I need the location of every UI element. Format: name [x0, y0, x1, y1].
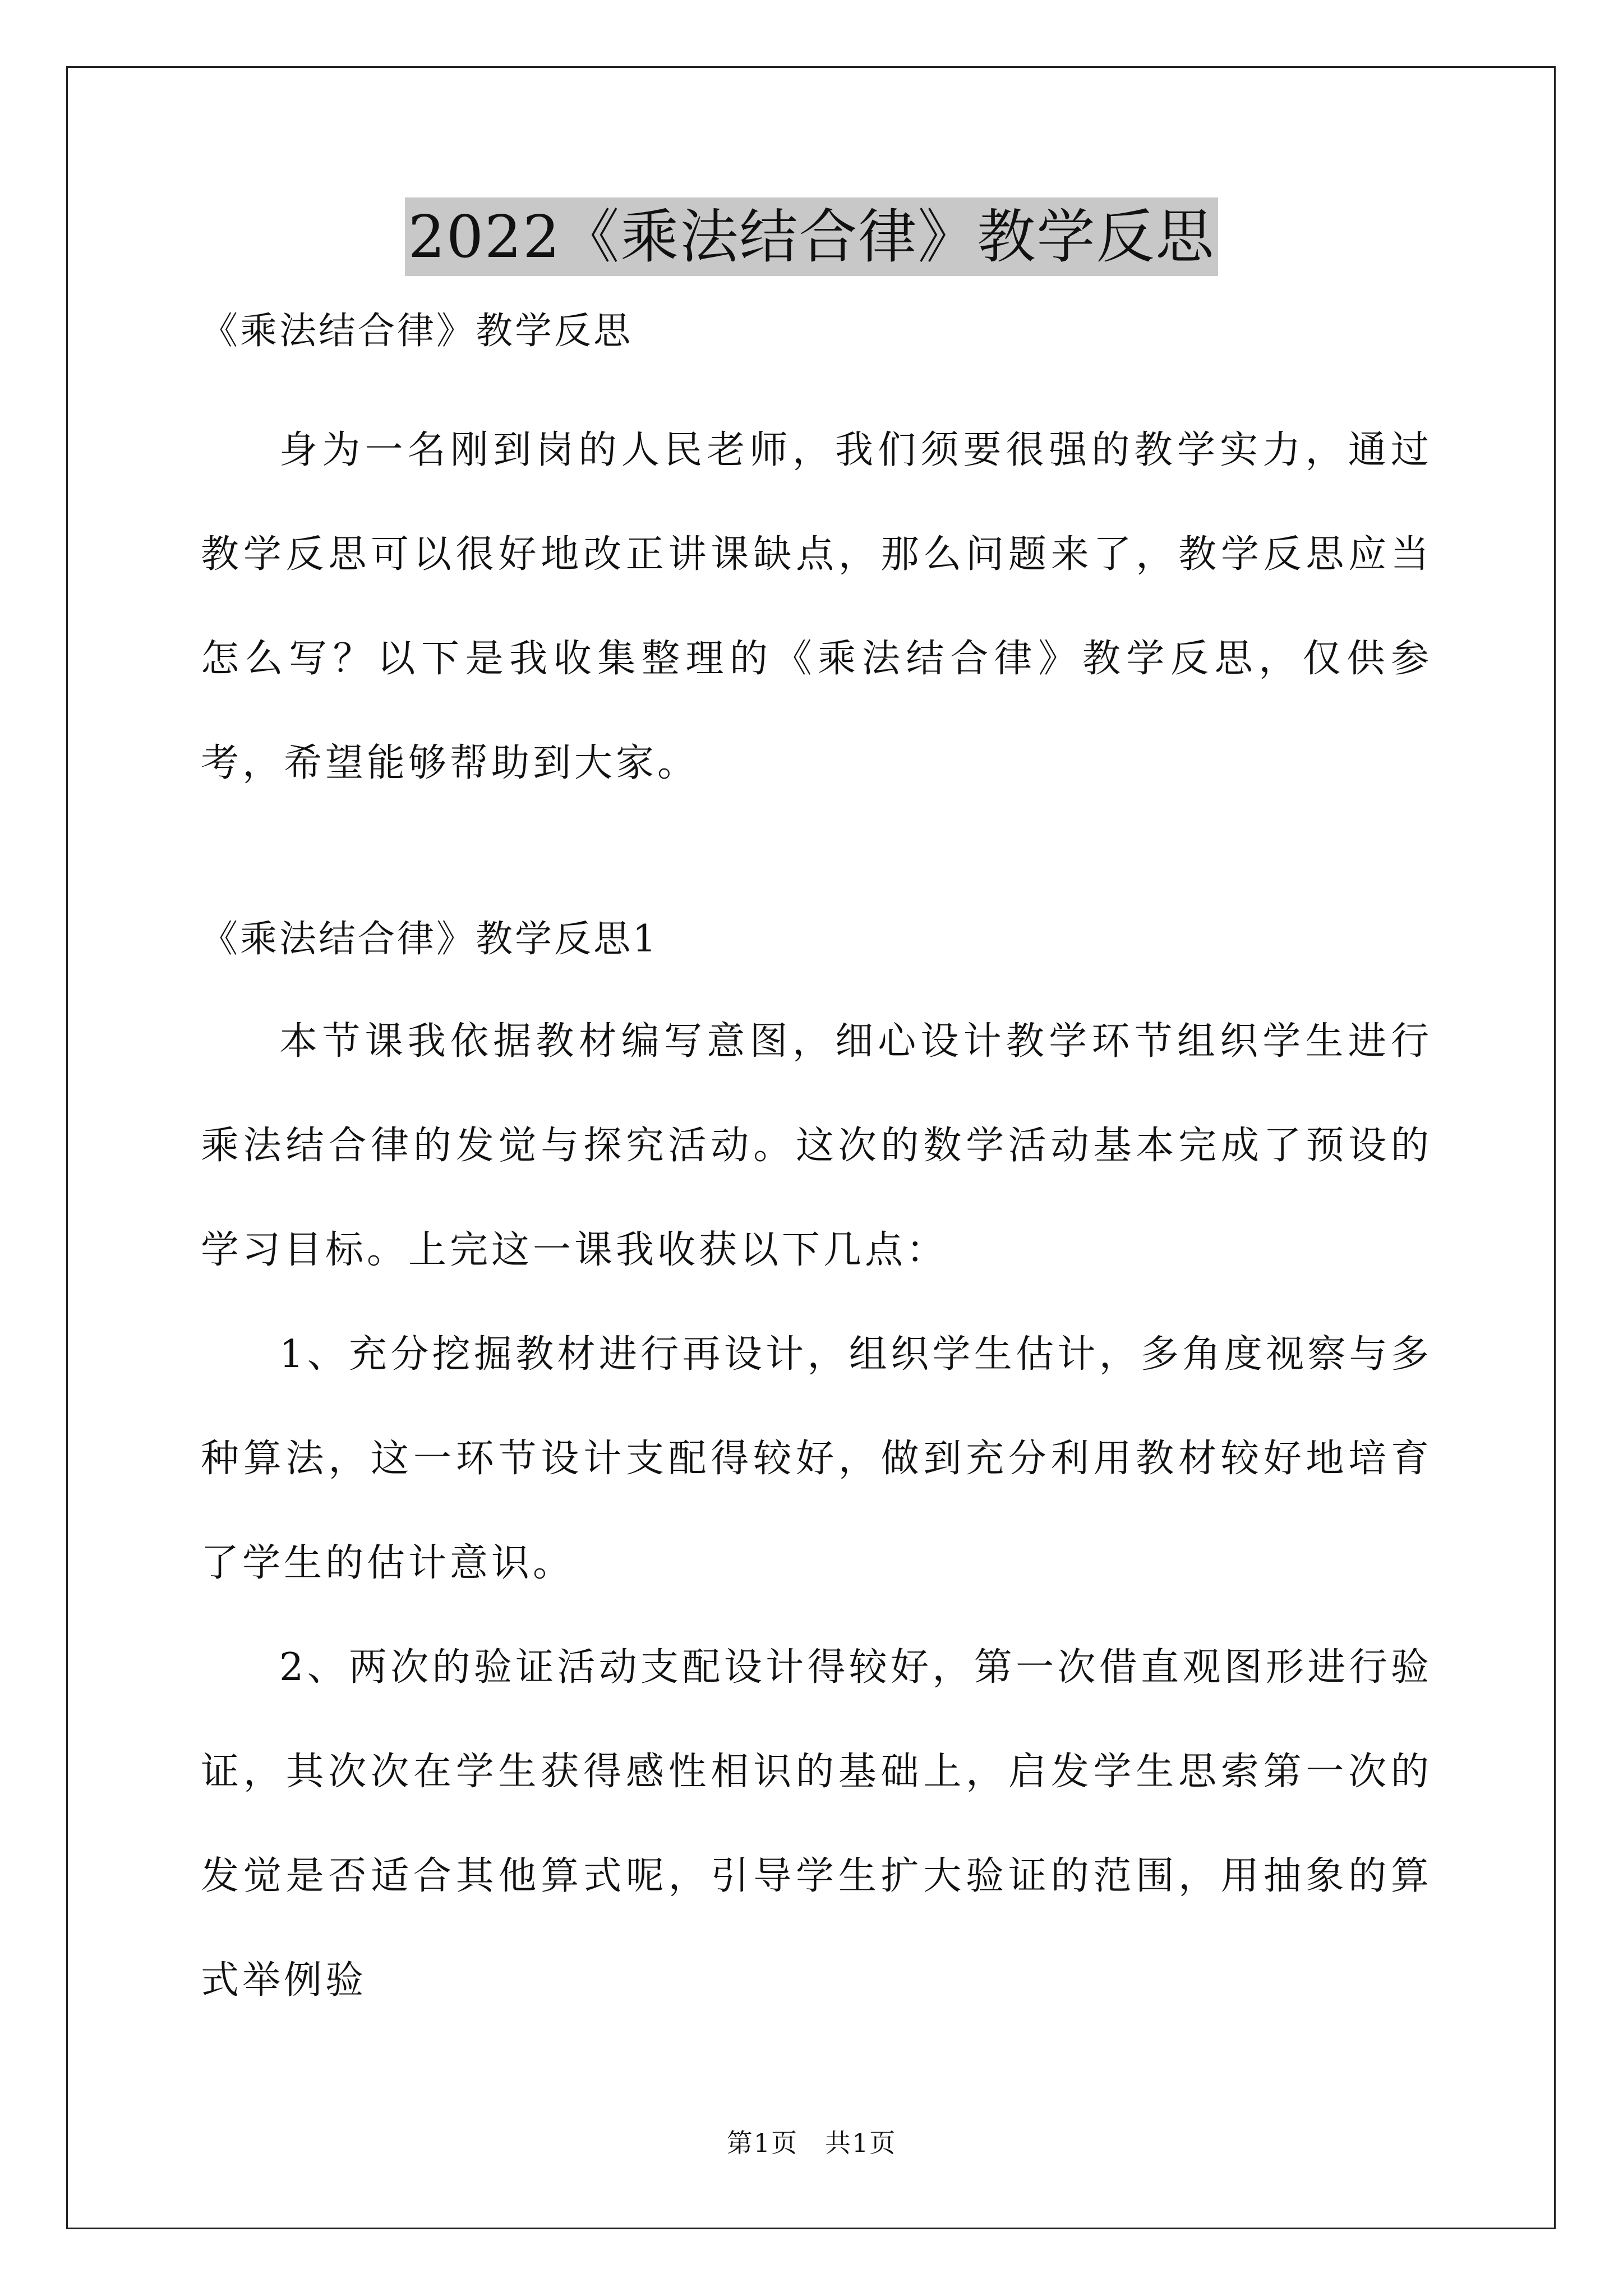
section-heading: 《乘法结合律》教学反思1 — [201, 917, 658, 960]
spacer — [201, 816, 1432, 911]
spacer — [201, 967, 1432, 990]
document-body — [201, 303, 1432, 2033]
spacer — [201, 359, 1432, 398]
intro-heading: 《乘法结合律》教学反思 — [201, 309, 633, 352]
body-paragraph: 本节课我依据教材编写意图，细心设计教学环节组织学生进行乘法结合律的发觉与探究活动。这次的数学活动基本完成了预设的学习目标。上完这一课我收获以下几点： — [201, 1019, 1432, 1272]
intro-paragraph: 身为一名刚到岗的人民老师，我们须要很强的教学实力，通过教学反思可以很好地改正讲课缺点，那么问题来了，教学反思应当怎么写？以下是我收集整理的《乘法结合律》教学反思，仅供参考，希望能够帮助到大家。 — [201, 428, 1432, 785]
body-paragraph: 2、两次的验证活动支配设计得较好，第一次借直观图形进行验证，其次次在学生获得感性相识的基础上，启发学生思索第一次的发觉是否适合其他算式呢，引导学生扩大验证的范围，用抽象的算式举例验 — [201, 1645, 1432, 2003]
body-paragraph: 1、充分挖掘教材进行再设计，组织学生估计，多角度视察与多种算法，这一环节设计支配得较好，做到充分利用教材较好地培育了学生的估计意识。 — [201, 1332, 1432, 1585]
document-title: 2022《乘法结合律》教学反思 — [405, 197, 1219, 276]
title-container — [0, 197, 1623, 276]
page-footer: 第1页 共1页 — [726, 2128, 897, 2158]
